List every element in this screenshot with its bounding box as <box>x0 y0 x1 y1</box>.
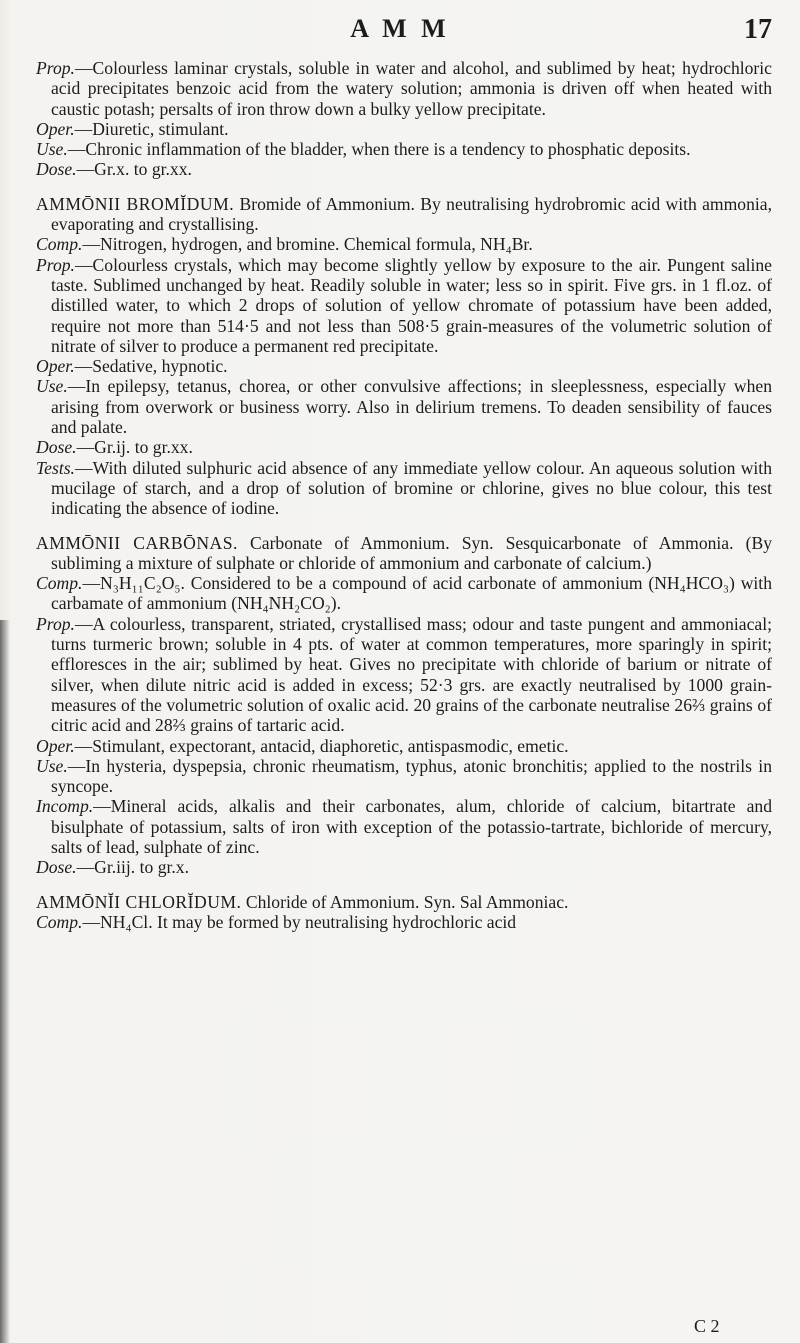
section-text: With diluted sulphuric acid absence of any immediate yellow colour. An aqueous solution with mucilage of starch, and a drop of solution of bromine or chlorine, gives no blue colour, this test indicating the absence of iodine. <box>51 457 772 519</box>
signature-mark: C 2 <box>694 1316 720 1336</box>
entry-heading-paragraph <box>36 533 772 574</box>
entry-section <box>36 356 772 376</box>
entry-headword: AMMŌNII CARBŌNAS. <box>36 532 238 553</box>
section-separator: — <box>82 911 101 932</box>
dictionary-entry <box>36 533 772 878</box>
entry-spacer <box>36 878 772 892</box>
section-separator: — <box>67 139 86 160</box>
section-text: Colourless laminar crystals, soluble in water and alcohol, and sublimed by heat; hydrochloric acid precipitates benzoic acid from the watery solution; ammonia is driven off when heated with caustic potash; persalts of iron throw down a bulky yellow precipitate. <box>51 58 772 119</box>
section-text: Gr.x. to gr.xx. <box>94 159 192 180</box>
section-separator: — <box>67 376 86 397</box>
entry-section <box>36 614 772 736</box>
section-separator: — <box>67 755 86 776</box>
section-text: N₃H₁₁C₂O₅. Considered to be a compound of acid carbonate of ammonium (NH₄HCO₃) with carbamate of ammonium (NH₄NH₂CO₂). <box>51 573 772 614</box>
section-label: Dose. <box>36 857 77 878</box>
running-head: A M M <box>350 14 450 43</box>
section-separator: — <box>82 573 101 594</box>
entry-section <box>36 857 772 877</box>
page-body <box>36 58 772 932</box>
entry-section <box>36 139 772 159</box>
section-text: Nitrogen, hydrogen, and bromine. Chemical formula, NH₄Br. <box>100 234 533 255</box>
section-label: Use. <box>36 755 68 776</box>
dictionary-entry <box>36 892 772 933</box>
section-label: Prop. <box>36 58 75 78</box>
entry-heading-paragraph <box>36 892 772 912</box>
section-label: Prop. <box>36 254 75 275</box>
entry-intro: Carbonate of Ammonium. Syn. Sesquicarbonate of Ammonia. (By subliming a mixture of sulphate or chloride of ammonium and carbonate of calcium.) <box>51 532 773 573</box>
entry-section <box>36 736 772 756</box>
section-label: Dose. <box>36 159 77 180</box>
section-separator: — <box>74 254 93 275</box>
section-separator: — <box>82 234 101 255</box>
section-text: A colourless, transparent, striated, crystallised mass; odour and taste pungent and ammoniacal; turns turmeric brown; soluble in 4 pts. of water at common temperatures, more sparingly in spirit; effloresces in the air; sublimed by heat. Gives no precipitate with chloride of barium or nitrate of silver, when dilute nitric acid is added in excess; 52·3 grs. are exactly neutralised by 1000 grain-measures of the volumetric solution of oxalic acid. 20 grains of the carbonate neutralise 26⅔ grains of citric acid and 28⅔ grains of tartaric acid. <box>51 613 772 736</box>
section-label: Prop. <box>36 613 75 634</box>
entry-section <box>36 159 772 179</box>
section-separator: — <box>74 457 93 478</box>
section-label: Oper. <box>36 356 75 377</box>
section-label: Oper. <box>36 735 75 756</box>
entry-section <box>36 119 772 139</box>
section-separator: — <box>93 796 111 817</box>
section-separator: — <box>74 58 93 78</box>
section-label: Use. <box>36 376 68 397</box>
dictionary-entry <box>36 58 772 180</box>
entry-section <box>36 912 772 932</box>
section-separator: — <box>74 735 93 756</box>
section-separator: — <box>74 613 93 634</box>
section-label: Dose. <box>36 437 77 458</box>
section-separator: — <box>74 118 93 139</box>
section-text: Colourless crystals, which may become slightly yellow by exposure to the air. Pungent saline taste. Sublimed unchanged by heat. Readily soluble in water; less so in spirit. Five grs. in 1 fl.oz. of distilled water, to which 2 drops of solution of yellow chromate of potassium have been added, require not more than 514·5 and not less than 508·5 grain-measures of the volumetric solution of nitrate of silver to produce a permanent red precipitate. <box>51 254 772 356</box>
section-text: In epilepsy, tetanus, chorea, or other convulsive affections; in sleeplessness, especially when arising from overwork or business worry. Also in delirium tremens. To deaden sensibility of fauces and palate. <box>51 376 772 438</box>
entry-section <box>36 796 772 857</box>
section-text: Sedative, hypnotic. <box>92 356 228 377</box>
section-label: Comp. <box>36 234 83 255</box>
entry-section <box>36 234 772 254</box>
entry-section <box>36 58 772 119</box>
entry-section <box>36 255 772 356</box>
entry-spacer <box>36 519 772 533</box>
entry-section <box>36 437 772 457</box>
section-text: Stimulant, expectorant, antacid, diaphoretic, antispasmodic, emetic. <box>92 735 569 756</box>
section-label: Tests. <box>36 457 75 478</box>
section-label: Comp. <box>36 911 83 932</box>
section-text: In hysteria, dyspepsia, chronic rheumatism, typhus, atonic bronchitis; applied to the nostrils in syncope. <box>51 755 772 797</box>
entry-section <box>36 376 772 437</box>
section-text: Gr.iij. to gr.x. <box>94 857 189 878</box>
entry-headword: AMMŌNII BROMĬDUM. <box>36 193 235 214</box>
section-text: Chronic inflammation of the bladder, when there is a tendency to phosphatic deposits. <box>85 139 691 160</box>
section-separator: — <box>74 356 93 377</box>
entry-intro: Bromide of Ammonium. By neutralising hydrobromic acid with ammonia, evaporating and crystallising. <box>51 193 772 235</box>
section-text: Gr.ij. to gr.xx. <box>94 437 193 458</box>
page-binding-shadow <box>0 620 10 1343</box>
entry-section <box>36 458 772 519</box>
page-header <box>0 14 800 54</box>
section-label: Use. <box>36 139 68 160</box>
section-label: Comp. <box>36 573 83 594</box>
section-label: Incomp. <box>36 796 94 817</box>
entry-section <box>36 573 772 614</box>
section-separator: — <box>76 159 95 180</box>
dictionary-entry <box>36 194 772 519</box>
page-number: 17 <box>744 14 772 45</box>
entry-headword: AMMŌNĬI CHLORĬDUM. <box>36 891 242 912</box>
entry-spacer <box>36 180 772 194</box>
entry-section <box>36 756 772 797</box>
section-separator: — <box>76 857 95 878</box>
entry-heading-paragraph <box>36 194 772 235</box>
section-text: Mineral acids, alkalis and their carbonates, alum, chloride of calcium, bitartrate and bisulphate of potassium, salts of iron with exception of the potassio-tartrate, bichloride of mercury, salts of lead, sulphate of zinc. <box>51 796 772 857</box>
section-text: Diuretic, stimulant. <box>92 118 229 139</box>
section-text: NH₄Cl. It may be formed by neutralising hydrochloric acid <box>100 911 517 932</box>
section-label: Oper. <box>36 118 75 139</box>
section-separator: — <box>76 437 95 458</box>
entry-intro: Chloride of Ammonium. Syn. Sal Ammoniac. <box>241 891 569 912</box>
